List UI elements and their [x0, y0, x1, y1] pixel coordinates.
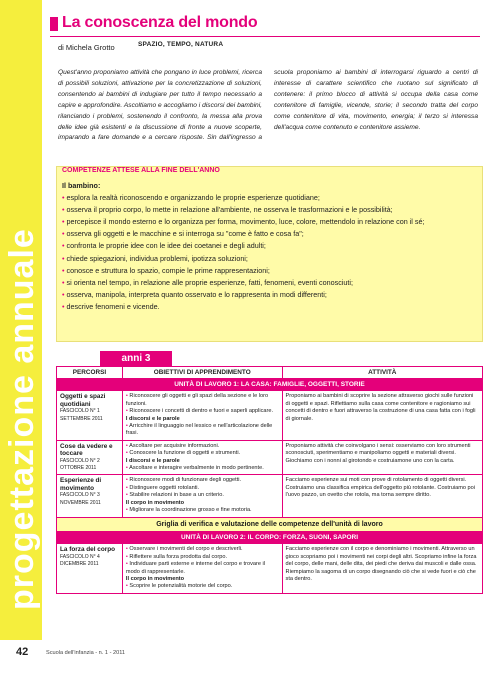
list-item: • Osservare i movimenti del corpo e descriverli.: [126, 546, 279, 553]
verify-title: Griglia di verifica e valutazione delle competenze dell'unità di lavoro: [57, 517, 483, 531]
title-marker: [50, 17, 58, 31]
percorso-fascicolo: FASCICOLO N° 1: [60, 408, 100, 415]
page-title: La conoscenza del mondo: [62, 14, 258, 31]
list-item: • Riconoscere gli oggetti e gli spazi della sezione e le loro funzioni.: [126, 393, 279, 408]
attivita-cell: Facciamo esperienze con il corpo e denominiamo i movimenti. Attraverso un gioco scopriamo poi i movimenti nei corpi degli altri. Scopriamo infine la forza del corpo, delle mani, delle dita, dei piedi che deriva dai muscoli e dalle ossa. Riempiamo la sagoma di un corpo disegnando ciò che si vede fuori e ciò che sta dentro.: [282, 544, 482, 593]
list-item: • conosce e struttura lo spazio, compie le prime rappresentazioni;: [62, 265, 478, 277]
section-tag: SPAZIO, TEMPO, NATURA: [138, 41, 224, 48]
list-item: • osserva il proprio corpo, lo mette in relazione all'ambiente, ne osserva le trasformazioni e le possibilità;: [62, 204, 478, 216]
list-item: • Scoprire le potenzialità motorie del corpo.: [126, 583, 279, 590]
list-item: • Riconoscere modi di funzionare degli oggetti.: [126, 477, 279, 484]
list-item: • chiede spiegazioni, individua problemi, ipotizza soluzioni;: [62, 253, 478, 265]
percorso-date: OTTOBRE 2011: [60, 465, 97, 472]
list-item: • Ascoltare per acquisire informazioni.: [126, 443, 279, 450]
percorso-cell: [57, 440, 123, 475]
unit-title: UNITÀ DI LAVORO 2: IL CORPO: FORZA, SUONI, SAPORI: [57, 531, 483, 543]
table-header-row: [57, 367, 483, 379]
percorso-cell: [57, 475, 123, 517]
year-tab: anni 3: [100, 351, 172, 366]
attivita-cell: Facciamo esperienze sui moti con prove di rotolamento di oggetti diversi. Costruiamo una classifica empirica dell'oggetto più rotolante. Costruiamo poi l'uovo pazzo, un ovetto che rotola, ma torna sempre diritto.: [282, 475, 482, 517]
competences-title: COMPETENZE ATTESE ALLA FINE DELL'ANNO: [62, 167, 220, 174]
percorso-name: Oggetti e spazi quotidiani: [60, 393, 106, 408]
title-divider: [50, 36, 480, 37]
percorso-name: Esperienze di movimento: [60, 477, 102, 492]
percorso-fascicolo: FASCICOLO N° 3: [60, 492, 100, 499]
table-row: [57, 544, 483, 593]
footer-source: Scuola dell'infanzia - n. 1 - 2011: [46, 650, 126, 656]
table-row: [57, 475, 483, 517]
list-item: • Conoscere la funzione di oggetti e strumenti.: [126, 450, 279, 457]
list-item: • descrive fenomeni e vicende.: [62, 301, 478, 313]
table-row: [57, 440, 483, 475]
page-number: 42: [16, 646, 29, 658]
author: di Michela Grotto: [58, 43, 115, 52]
percorso-fascicolo: FASCICOLO N° 2: [60, 457, 100, 464]
attivita-cell: Proponiamo ai bambini di scoprire la sezione attraverso giochi sulle funzioni di oggetti e spazi. Riflettiamo sulla casa come contenitore e ragioniamo sui concetti di dentro e fuori attraverso la costruzione di una casa fatta con i fogli di giornale.: [282, 391, 482, 440]
intro-text: Quest'anno proponiamo attività che pongano in luce problemi, ricerca di possibili soluzioni, attivazione per la concretizzazione di soluzioni, consentendo ai bambini di indugiare per tutto il tempo necessario a capire e approfondire. Ascoltiamo e accogliamo i discorsi dei bambini, rilanciando i problemi, sostenendo il confronto, la messa alla prova delle idee già esistenti e la discussione di fronte a nuove scoperte, imparando a fare domande e a cercare risposte. Sin dall'ingresso a scuola proponiamo ai bambini di interrogarsi riguardo a centri di interesse di carattere scientifico che ruotano sul significato di contenere: il primo blocco di attività si occupa della casa come contenitore di famiglie, vicende, storie; il secondo tratta del corpo come contenitore di vita, movimento, energia; il terzo si interessa dell'acqua come contenuto e contenitore assieme.: [58, 69, 478, 142]
list-item: • Arricchire il linguaggio nel lessico e nell'articolazione delle frasi.: [126, 423, 279, 438]
percorso-date: DICEMBRE 2011: [60, 561, 99, 568]
percorso-cell: [57, 391, 123, 440]
curriculum-table: [56, 366, 483, 594]
percorso-date: NOVEMBRE 2011: [60, 499, 101, 506]
list-item: • Distinguere oggetti rotolanti.: [126, 485, 279, 492]
sidebar-title: progettazione annuale: [3, 228, 41, 610]
percorso-fascicolo: FASCICOLO N° 4: [60, 553, 100, 560]
obiettivi-subheading: I discorsi e le parole: [125, 457, 180, 464]
unit-title: UNITÀ DI LAVORO 1: LA CASA: FAMIGLIE, OGGETTI, STORIE: [57, 379, 483, 391]
list-item: • Stabilire relazioni in base a un criterio.: [126, 492, 279, 499]
obiettivi-subheading: I discorsi e le parole: [125, 415, 180, 422]
list-item: • Riflettere sulla forza prodotta dal corpo.: [126, 554, 279, 561]
percorso-name: La forza del corpo: [60, 546, 116, 554]
list-item: • Individuare parti esterne e interne del corpo e trovare il modo di rappresentarle.: [126, 561, 279, 576]
obiettivi-subheading: Il corpo in movimento: [125, 575, 185, 582]
unit-row: [57, 379, 483, 391]
list-item: • Riconoscere i concetti di dentro e fuori e saperli applicare.: [126, 408, 279, 415]
header-obiettivi: OBIETTIVI DI APPRENDIMENTO: [122, 367, 282, 379]
table-row: [57, 391, 483, 440]
obiettivi-cell: [122, 544, 282, 593]
percorso-cell: [57, 544, 123, 593]
list-item: • confronta le proprie idee con le idee dei coetanei e degli adulti;: [62, 240, 478, 252]
list-item: • Migliorare la coordinazione grosso e fine motoria.: [126, 507, 279, 514]
competences-list: [62, 180, 478, 313]
list-item: • osserva gli oggetti e le macchine e si interroga su "come è fatto e cosa fa";: [62, 228, 478, 240]
percorso-name: Cose da vedere e toccare: [60, 442, 113, 458]
list-item: • esplora la realtà riconoscendo e organizzando le proprie esperienze quotidiane;: [62, 192, 478, 204]
list-item: • Ascoltare e interagire verbalmente in modo pertinente.: [126, 465, 279, 472]
obiettivi-subheading: Il corpo in movimento: [125, 499, 185, 506]
header-percorsi: PERCORSI: [57, 367, 123, 379]
obiettivi-cell: [122, 440, 282, 475]
attivita-cell: Proponiamo attività che coinvolgano i sensi: osserviamo con loro strumenti sconosciuti, sperimentiamo e manipoliamo oggetti e materiali diversi. Giochiamo con i nonni al girotondo e costruiamone uno con la carta.: [282, 440, 482, 475]
unit-row: [57, 531, 483, 543]
list-item: • osserva, manipola, interpreta quanto osservato e lo rappresenta in modi differenti;: [62, 289, 478, 301]
list-item: • percepisce il mondo esterno e lo organizza per forma, movimento, luce, colore, mettendolo in relazione con il sé;: [62, 216, 478, 228]
obiettivi-cell: [122, 391, 282, 440]
list-item: • si orienta nel tempo, in relazione alle proprie esperienze, fatti, fenomeni, eventi conosciuti;: [62, 277, 478, 289]
competences-lead: Il bambino:: [62, 181, 101, 190]
percorso-date: SETTEMBRE 2011: [60, 415, 103, 422]
verify-row: [57, 517, 483, 531]
obiettivi-cell: [122, 475, 282, 517]
header-attivita: ATTIVITÀ: [282, 367, 482, 379]
